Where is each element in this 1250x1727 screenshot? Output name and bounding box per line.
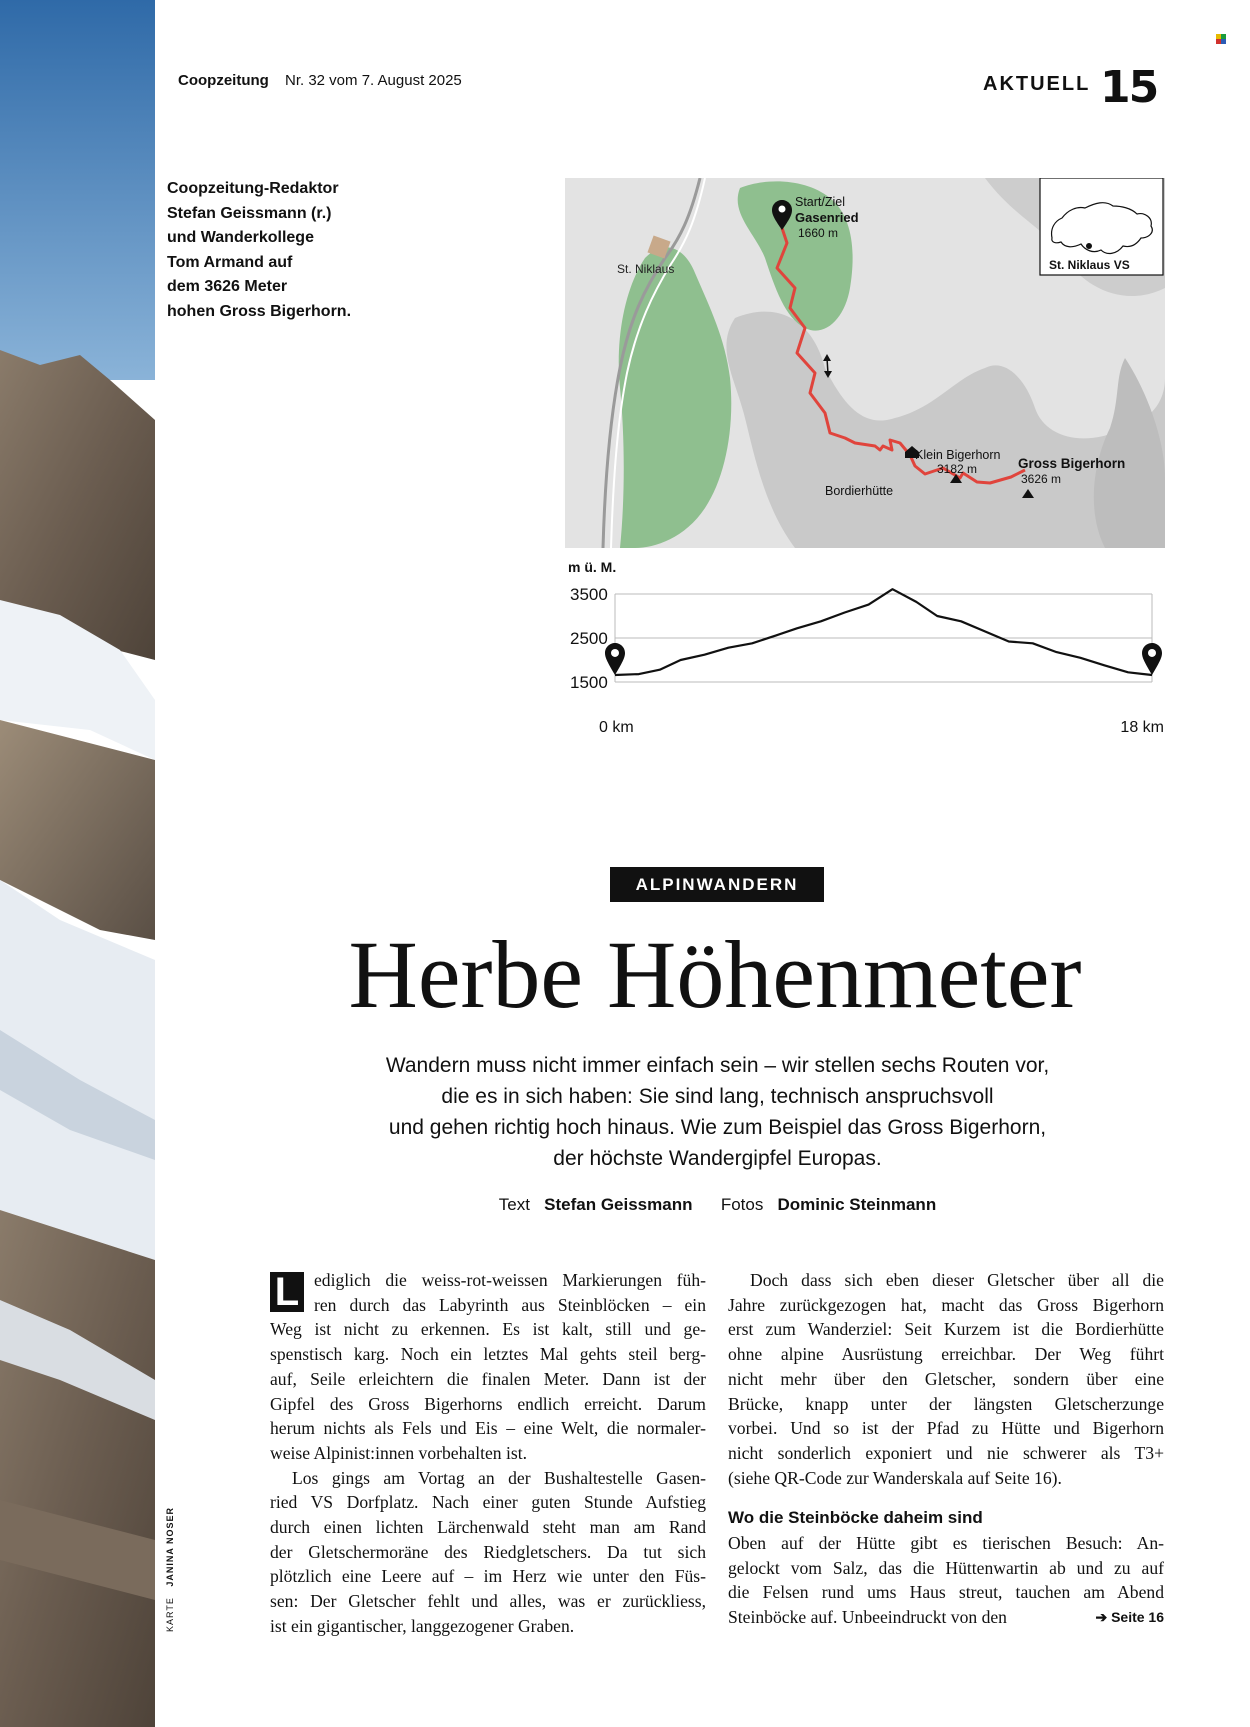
body-line: Gipfel des Gross Bigerhorns endlich erreicht. Darum [270, 1393, 706, 1414]
mountain-photo-graphic [0, 0, 155, 1727]
body-line: ren durch das Labyrinth aus Steinblöcken – ein [314, 1294, 706, 1315]
location-pin-icon [605, 643, 625, 675]
map-start-label: Start/Ziel [795, 195, 846, 209]
lead-line: die es in sich haben: Sie sind lang, technisch anspruchsvoll [441, 1085, 994, 1108]
x-tick-label: 18 km [1120, 719, 1164, 736]
map-peak1-altitude: 3182 m [937, 462, 978, 476]
chart-grid [615, 594, 1152, 682]
body-line: nicht mehr über den Gletscher, sondern über eine [728, 1368, 1164, 1389]
caption-line: hohen Gross Bigerhorn. [167, 302, 352, 320]
body-column-left [270, 1268, 706, 1639]
caption-line: Stefan Geissmann (r.) [167, 204, 332, 222]
route-map [565, 178, 1165, 548]
chart-ticks [570, 585, 1164, 736]
map-peak1-name: Klein Bigerhorn [915, 448, 1001, 462]
author-name: Stefan Geissmann [544, 1195, 693, 1214]
map-start-place: Gasenried [795, 210, 859, 225]
inset-location-dot [1086, 243, 1092, 249]
body-line: spenstisch karg. Noch ein letztes Mal gehts steil berg- [270, 1344, 706, 1365]
lead-line: und gehen richtig hoch hinaus. Wie zum Beispiel das Gross Bigerhorn, [388, 1116, 1047, 1139]
y-tick-label: 3500 [570, 585, 608, 604]
body-line: auf, Seile erleichtern die finalen Meter. Dann ist der [270, 1368, 706, 1389]
map-inset [1040, 178, 1163, 275]
body-line: ried VS Dorfplatz. Nach einer guten Stunde Aufstieg [270, 1492, 706, 1513]
body-line: Doch dass sich eben dieser Gletscher über all die [750, 1270, 1164, 1290]
x-tick-label: 0 km [599, 719, 634, 736]
body-line: nicht sonderlich exponiert und nie schwerer als T3+ [728, 1442, 1164, 1463]
body-line: ohne alpine Ausrüstung erreichbar. Der Weg führt [728, 1344, 1164, 1365]
subheading: Wo die Steinböcke daheim sind [728, 1508, 983, 1528]
y-tick-label: 2500 [570, 629, 608, 648]
caption-line: dem 3626 Meter [167, 278, 288, 295]
map-credit [165, 1507, 175, 1632]
color-mark-yellow [1216, 34, 1221, 39]
body-line: Los gings am Vortag an der Bushaltestelle Gasen- [292, 1467, 706, 1488]
chart-ylabel: m ü. M. [568, 559, 617, 575]
body-line: herum nichts als Fels und Eis – eine Welt, die normaler- [270, 1418, 706, 1439]
print-color-marks [1216, 34, 1226, 44]
body-line: Oben auf der Hütte gibt es tierischen Besuch: An- [728, 1533, 1164, 1554]
byline [355, 1195, 1080, 1215]
body-line: weise Alpinist:innen vorbehalten ist. [270, 1442, 528, 1463]
body-line: durch einen lichten Lärchenwald steht man am Rand [270, 1517, 706, 1538]
drop-cap: L [270, 1272, 304, 1312]
color-mark-red [1216, 39, 1221, 44]
color-mark-green [1221, 34, 1226, 39]
section-label: AKTUELL [983, 73, 1091, 95]
body-line: plötzlich eine Leere auf – im Herz wie unter den Füs- [270, 1566, 706, 1587]
body-line: Brücke, knapp unter der längsten Gletscherzunge [728, 1393, 1164, 1414]
body-line: erst zum Wanderziel: Seit Kurzem ist die Bordierhütte [728, 1319, 1164, 1340]
body-line: ediglich die weiss-rot-weissen Markierungen füh- [314, 1270, 706, 1290]
photographer-name: Dominic Steinmann [777, 1195, 937, 1214]
location-pin-icon [1142, 643, 1162, 675]
y-tick-label: 1500 [570, 673, 608, 692]
map-peak2-name: Gross Bigerhorn [1018, 456, 1126, 471]
body-line: Jahre zurückgezogen hat, macht das Gross Bigerhorn [728, 1294, 1164, 1315]
map-peak2-altitude: 3626 m [1021, 472, 1062, 486]
mountain-photo [0, 0, 155, 1727]
body-line: vorbei. Und so ist der Pfad zu Hütte und Bigerhorn [728, 1418, 1164, 1439]
body-column-right [728, 1268, 1164, 1630]
body-line: die Felsen rund ums Haus streut, tauchen am Abend [728, 1582, 1164, 1603]
lead-paragraph [355, 1050, 1080, 1174]
byline-text-label: Text [498, 1195, 530, 1214]
headline: Herbe Höhenmeter [348, 921, 1082, 1028]
body-line: Weg ist nicht zu erkennen. Es ist kalt, still und ge- [270, 1319, 706, 1340]
map-village-label: St. Niklaus [617, 262, 675, 276]
map-credit-label: KARTE [165, 1597, 175, 1632]
body-line [728, 1605, 1164, 1630]
body-line: ist ein gigantischer, langgezogener Graben. [270, 1615, 575, 1636]
byline-photo-label: Fotos [720, 1195, 764, 1214]
photo-caption [167, 177, 377, 324]
map-start-altitude: 1660 m [798, 226, 839, 240]
body-line: (siehe QR-Code zur Wanderskala auf Seite 16). [728, 1467, 1062, 1488]
lead-line: Wandern muss nicht immer einfach sein – wir stellen sechs Routen vor, [385, 1054, 1050, 1077]
kicker-label: ALPINWANDERN [610, 867, 824, 902]
caption-line: und Wanderkollege [167, 229, 314, 246]
body-line-text: Steinböcke auf. Unbeeindruckt von den [728, 1607, 1007, 1628]
caption-line: Tom Armand auf [167, 253, 293, 271]
lead-line: der höchste Wandergipfel Europas. [553, 1147, 882, 1170]
issue-info: Nr. 32 vom 7. August 2025 [285, 72, 462, 89]
body-line: gelockt vom Salz, das die Hüttenwartin ab und zu auf [728, 1557, 1164, 1578]
map-hut-label: Bordierhütte [825, 484, 894, 498]
page-number: 15 [1100, 62, 1158, 113]
body-line: sen: Der Gletscher fehlt und alles, was er zurückliess, [270, 1591, 706, 1612]
map-credit-name: JANINA NOSER [165, 1506, 175, 1587]
elevation-profile-chart [560, 552, 1170, 742]
color-mark-blue [1221, 39, 1226, 44]
profile-line [615, 589, 1152, 675]
running-header [178, 72, 462, 89]
caption-line: Coopzeitung-Redaktor [167, 180, 339, 197]
magazine-name: Coopzeitung [178, 72, 269, 89]
continue-reference[interactable]: ➔ Seite 16 [1095, 1609, 1164, 1626]
body-line: der Gletschermoräne des Riedgletschers. Da tut sich [270, 1541, 706, 1562]
inset-label: St. Niklaus VS [1049, 258, 1130, 272]
